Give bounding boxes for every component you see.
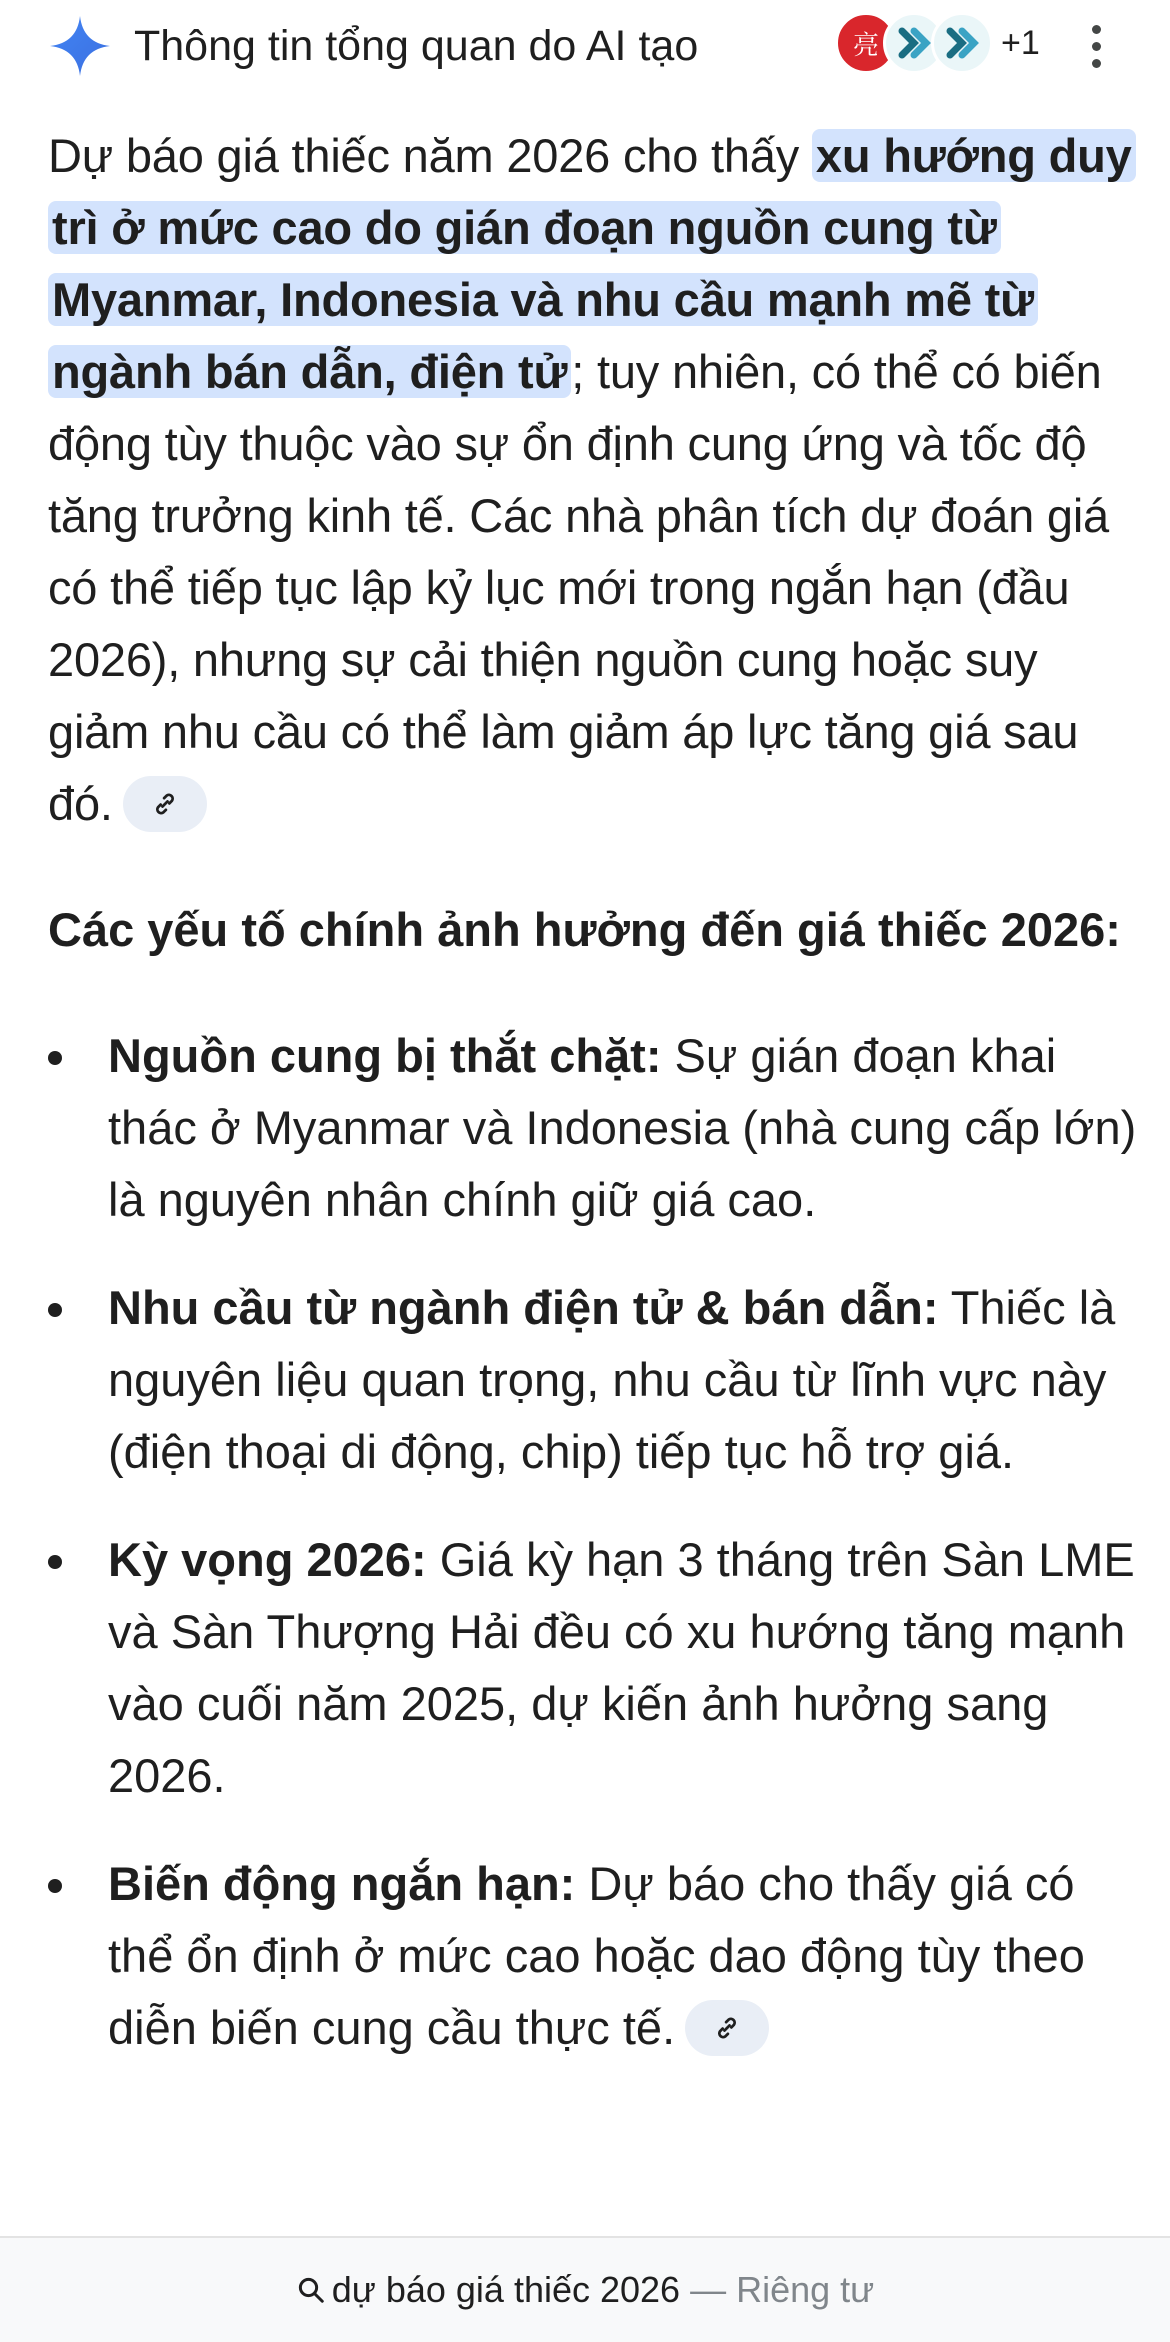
- factor-list: [48, 1020, 1138, 2064]
- ai-overview-content: [48, 120, 1138, 2100]
- ai-overview-title: Thông tin tổng quan do AI tạo: [134, 22, 699, 70]
- source-logo-icon: [894, 23, 934, 63]
- section-title: Các yếu tố chính ảnh hưởng đến giá thiếc 2026:: [48, 903, 1121, 956]
- summary-paragraph: [48, 120, 1138, 840]
- link-icon: [150, 789, 180, 819]
- source-avatar-glyph: 亮: [852, 29, 879, 60]
- bullet-dot: [48, 1303, 62, 1317]
- list-item: [48, 1848, 1138, 2064]
- list-item-text: Dự báo cho thấy giá có thể ổn định ở mức cao hoặc dao động tùy theo diễn biến cung cầu thực tế.: [108, 1857, 1085, 2054]
- ai-overview-header: [0, 0, 1170, 92]
- summary-highlight: xu hướng duy trì ở mức cao do gián đoạn nguồn cung từ Myanmar, Indonesia và nhu cầu mạnh mẽ từ ngành bán dẫn, điện tử: [48, 129, 1136, 398]
- list-item: [48, 1272, 1138, 1488]
- gemini-sparkle-icon: [48, 14, 112, 78]
- bullet-dot: [48, 1051, 62, 1065]
- list-item-label: Biến động ngắn hạn:: [108, 1857, 576, 1910]
- bullet-dot: [48, 1555, 62, 1569]
- source-link-chip[interactable]: [123, 776, 207, 832]
- list-item-text: Giá kỳ hạn 3 tháng trên Sàn LME và Sàn Thượng Hải đều có xu hướng tăng mạnh vào cuối năm 2025, dự kiến ảnh hưởng sang 2026.: [108, 1533, 1135, 1802]
- source-avatar-teal-2[interactable]: [931, 12, 993, 74]
- list-item-text: Thiếc là nguyên liệu quan trọng, nhu cầu từ lĩnh vực này (điện thoại di động, chip) tiếp tục hỗ trợ giá.: [108, 1281, 1116, 1478]
- list-item: [48, 1020, 1138, 1236]
- list-item-text: Sự gián đoạn khai thác ở Myanmar và Indonesia (nhà cung cấp lớn) là nguyên nhân chính giữ giá cao.: [108, 1029, 1137, 1226]
- more-options-icon[interactable]: [1076, 18, 1116, 74]
- privacy-label: Riêng tư: [736, 2269, 875, 2310]
- list-item-label: Nhu cầu từ ngành điện tử & bán dẫn:: [108, 1281, 939, 1334]
- source-logo-icon: [942, 23, 982, 63]
- search-icon: [296, 2275, 326, 2305]
- list-item-label: Nguồn cung bị thắt chặt:: [108, 1029, 662, 1082]
- list-item: [48, 1524, 1138, 1812]
- sources-more-count[interactable]: +1: [1001, 23, 1040, 62]
- bullet-dot: [48, 1879, 62, 1893]
- list-item-label: Kỳ vọng 2026:: [108, 1533, 427, 1586]
- summary-text-before: Dự báo giá thiếc năm 2026 cho thấy: [48, 129, 812, 182]
- footer-separator: —: [690, 2269, 727, 2310]
- link-icon: [712, 2013, 742, 2043]
- summary-text-after: ; tuy nhiên, có thể có biến động tùy thuộc vào sự ổn định cung ứng và tốc độ tăng trưởng kinh tế. Các nhà phân tích dự đoán giá có thể tiếp tục lập kỷ lục mới trong ngắn hạn (đầu 2026), nhưng sự cải thiện nguồn cung hoặc suy giảm nhu cầu có thể làm giảm áp lực tăng giá sau đó.: [48, 345, 1109, 830]
- sources-stack[interactable]: [835, 10, 1040, 76]
- source-link-chip[interactable]: [685, 2000, 769, 2056]
- search-footer[interactable]: [0, 2236, 1170, 2342]
- search-query[interactable]: dự báo giá thiếc 2026: [331, 2269, 681, 2310]
